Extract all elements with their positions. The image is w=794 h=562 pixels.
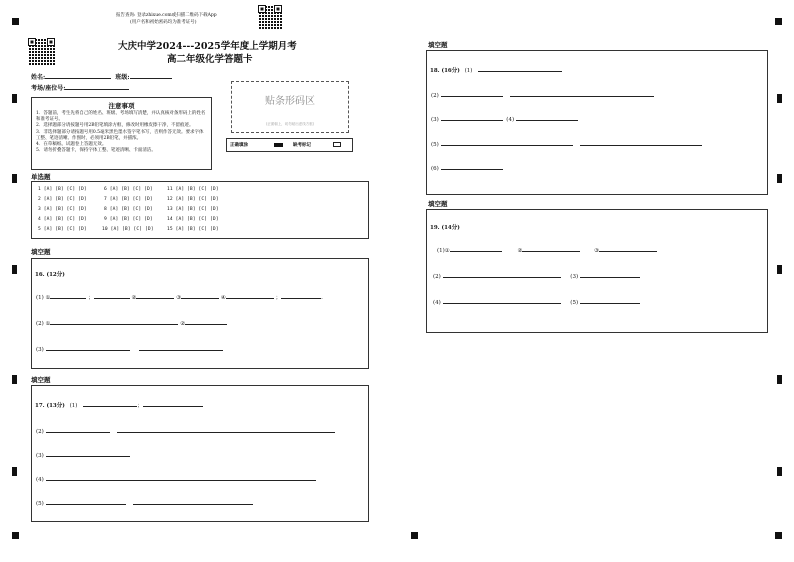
- q17-title: 17. (13分): [35, 403, 65, 409]
- corner-mark-top-right: [775, 18, 782, 25]
- q19-blank[interactable]: [580, 297, 640, 304]
- q16-blank[interactable]: [46, 344, 130, 351]
- q16-blank[interactable]: [136, 292, 174, 299]
- q18-line-1: [430, 65, 562, 74]
- q17-blank[interactable]: [46, 426, 110, 433]
- q18-num-4: (4): [506, 117, 515, 123]
- q16-blank[interactable]: [281, 292, 321, 299]
- mcq-option-row[interactable]: 2 [A] [B] [C] [D]: [38, 197, 87, 202]
- q19-line-1: [437, 245, 657, 254]
- q16-line-3: [36, 344, 223, 353]
- corner-mark-bottom-left: [12, 532, 19, 539]
- q16-blank[interactable]: [185, 318, 227, 325]
- correct-fill-sample: [274, 143, 283, 147]
- q18-line-5: [431, 139, 702, 148]
- q16-circle-2: ②: [131, 295, 137, 301]
- report-notice-line2: (用户名和初始密码均为准考证号): [130, 20, 197, 25]
- q18-num-5: (5): [431, 142, 439, 148]
- q17-num-2: (2): [36, 429, 44, 435]
- q19-blank[interactable]: [522, 245, 580, 252]
- q18-num-1: (1): [464, 68, 473, 74]
- fill-legend: [226, 138, 353, 152]
- q16-circle-2: ②: [180, 321, 186, 327]
- timing-mark: [12, 375, 17, 384]
- q18-blank[interactable]: [510, 90, 654, 97]
- timing-mark: [777, 467, 782, 476]
- mcq-option-row[interactable]: 3 [A] [B] [C] [D]: [38, 207, 87, 212]
- q17-line-5: [36, 498, 253, 507]
- q17-blank[interactable]: [143, 400, 203, 407]
- q17-line-2: [36, 426, 335, 435]
- name-label: 姓名:: [31, 74, 46, 81]
- q17-box: [31, 385, 369, 522]
- app-qr-code[interactable]: [258, 5, 282, 30]
- barcode-area[interactable]: [231, 81, 349, 133]
- q16-semicolon: ；: [275, 295, 282, 301]
- timing-mark: [12, 467, 17, 476]
- q18-line-2: [431, 90, 654, 99]
- absent-mark-box[interactable]: [333, 142, 341, 147]
- timing-mark: [777, 375, 782, 384]
- seat-label: 考场/座位号:: [31, 85, 66, 92]
- q19-circle-3: ③: [594, 248, 600, 254]
- q17-blank[interactable]: [46, 498, 126, 505]
- q19-box: [426, 209, 768, 333]
- q16-line-1: [36, 292, 323, 301]
- timing-mark: [777, 174, 782, 183]
- q17-blank[interactable]: [117, 426, 335, 433]
- student-name-row: [31, 72, 172, 81]
- q18-num-3: (3): [431, 117, 439, 123]
- notes-item: 3．非选择题部分请按题号用0.5毫米黑色墨水签字笔书写，否则作答无效。要求字体工整、笔迹清晰。作图时，必须用2B铅笔，并描浓。: [36, 129, 204, 141]
- corner-mark-bottom-right: [775, 532, 782, 539]
- q18-line-3: [431, 114, 578, 123]
- q18-blank[interactable]: [478, 65, 562, 72]
- timing-mark: [777, 94, 782, 103]
- q18-num-2: (2): [431, 93, 439, 99]
- q18-blank[interactable]: [516, 114, 578, 121]
- answer-sheet-title: 高二年级化学答题卡: [167, 54, 253, 65]
- q16-blank[interactable]: [139, 344, 223, 351]
- q17-line-3: [36, 450, 130, 459]
- absent-mark-label: 缺考标记: [293, 143, 311, 148]
- report-notice-line1: 报告查询: 登录zhixue.com或扫描二维码下载App: [116, 13, 217, 18]
- mcq-option-row[interactable]: 1 [A] [B] [C] [D]: [38, 187, 87, 192]
- q18-blank[interactable]: [441, 163, 503, 170]
- q17-line-1: [35, 400, 203, 409]
- barcode-title: 贴条形码区: [265, 96, 315, 107]
- q19-num-1: (1): [437, 248, 445, 254]
- q16-blank[interactable]: [50, 318, 178, 325]
- q16-line-2: [36, 318, 227, 327]
- mcq-option-row[interactable]: 4 [A] [B] [C] [D]: [38, 217, 87, 222]
- q19-num-4: (4): [433, 300, 441, 306]
- q16-blank[interactable]: [50, 292, 86, 299]
- seat-field[interactable]: [65, 83, 129, 90]
- mcq-option-row[interactable]: 6 [A] [B] [C] [D]: [104, 187, 153, 192]
- notes-item: 5．请勿折叠答题卡，保持字体工整、笔迹清晰、卡面清洁。: [36, 148, 156, 154]
- q17-num-5: (5): [36, 501, 44, 507]
- q18-blank[interactable]: [580, 139, 702, 146]
- q17-semicolon: ；: [137, 403, 143, 409]
- q17-num-1: (1): [69, 403, 78, 409]
- mcq-option-row[interactable]: 8 [A] [B] [C] [D]: [104, 207, 153, 212]
- timing-mark: [12, 94, 17, 103]
- mcq-option-row[interactable]: 11 [A] [B] [C] [D]: [167, 187, 219, 192]
- q19-blank[interactable]: [599, 245, 657, 252]
- q17-blank[interactable]: [83, 400, 137, 407]
- q18-num-6: (6): [431, 166, 439, 172]
- exam-title: 大庆中学2024---2025学年度上学期月考: [118, 41, 297, 52]
- mcq-option-row[interactable]: 9 [A] [B] [C] [D]: [104, 217, 153, 222]
- mcq-option-row[interactable]: 15 [A] [B] [C] [D]: [167, 227, 219, 232]
- q19-circle-1: ①: [444, 248, 450, 254]
- q19-num-5: (5): [570, 300, 579, 306]
- exam-qr-code: [28, 38, 55, 65]
- notes-item: 4．在草稿纸、试题卷上答题无效。: [36, 142, 107, 148]
- q19-line-4: [433, 297, 640, 306]
- q19-num-3: (3): [570, 274, 579, 280]
- q18-box: [426, 50, 768, 195]
- q19-line-2: [433, 271, 640, 280]
- q19-circle-2: ②: [517, 248, 523, 254]
- q18-line-6: [431, 163, 503, 172]
- class-label: 班级:: [115, 74, 130, 81]
- correct-fill-label: 正确填涂: [230, 143, 248, 148]
- seat-row: [31, 83, 129, 92]
- q16-blank[interactable]: [94, 292, 130, 299]
- q16-circle-4: ④: [220, 295, 226, 301]
- q19-title: 19. (14分): [430, 225, 460, 231]
- q19-section-label: 填空题: [428, 200, 448, 208]
- corner-mark-bottom-mid: [411, 532, 418, 539]
- notes-title: 注意事项: [108, 102, 135, 110]
- q19-blank[interactable]: [450, 245, 502, 252]
- notes-item: 2．选择题部分请按题号用2B铅笔填涂方框，修改时用橡皮擦干净，不留痕迹。: [36, 123, 194, 129]
- mcq-option-row[interactable]: 13 [A] [B] [C] [D]: [167, 207, 219, 212]
- barcode-subtitle: (正面朝上，切勿贴出虚线方框): [265, 122, 315, 126]
- q17-num-3: (3): [36, 453, 44, 459]
- mcq-section-label: 单选题: [31, 173, 51, 181]
- q17-num-4: (4): [36, 477, 44, 483]
- q19-blank[interactable]: [443, 271, 561, 278]
- q18-section-label: 填空题: [428, 41, 448, 49]
- q16-circle-1: ①: [45, 321, 51, 327]
- q17-section-label: 填空题: [31, 376, 51, 384]
- q19-num-2: (2): [433, 274, 441, 280]
- q17-blank[interactable]: [46, 474, 316, 481]
- q19-blank[interactable]: [443, 297, 561, 304]
- timing-mark: [12, 174, 17, 183]
- q16-semicolon: ；: [88, 295, 94, 301]
- notes-box: [31, 97, 212, 170]
- q16-box: [31, 258, 369, 369]
- notes-item: 1．答题前，考生先将自己的姓名、班级、考场填写清楚，并认真核对条形码上的姓名和准考证号。: [36, 111, 206, 123]
- corner-mark-top-left: [12, 18, 19, 25]
- mcq-option-row[interactable]: 12 [A] [B] [C] [D]: [167, 197, 219, 202]
- q18-blank[interactable]: [441, 90, 503, 97]
- timing-mark: [12, 265, 17, 274]
- q16-num-3: (3): [36, 347, 44, 353]
- q16-num-1: (1): [36, 295, 44, 301]
- q18-blank[interactable]: [441, 139, 573, 146]
- q16-num-2: (2): [36, 321, 44, 327]
- q18-title: 18. (16分): [430, 68, 460, 74]
- q16-blank[interactable]: [226, 292, 274, 299]
- q16-circle-3: ③: [176, 295, 182, 301]
- class-field[interactable]: [130, 72, 172, 79]
- mcq-option-row[interactable]: 10 [A] [B] [C] [D]: [102, 227, 154, 232]
- timing-mark: [777, 265, 782, 274]
- q18-blank[interactable]: [441, 114, 503, 121]
- mcq-option-row[interactable]: 5 [A] [B] [C] [D]: [38, 227, 87, 232]
- q16-title: 16. (12分): [35, 272, 65, 278]
- q19-blank[interactable]: [580, 271, 640, 278]
- q17-blank[interactable]: [133, 498, 253, 505]
- q17-line-4: [36, 474, 316, 483]
- q16-end-dot: .: [321, 295, 323, 301]
- q16-circle-1: ①: [45, 295, 51, 301]
- mcq-box: [31, 181, 369, 239]
- name-field[interactable]: [45, 72, 111, 79]
- q16-section-label: 填空题: [31, 248, 51, 256]
- q17-blank[interactable]: [46, 450, 130, 457]
- mcq-option-row[interactable]: 7 [A] [B] [C] [D]: [104, 197, 153, 202]
- q16-blank[interactable]: [181, 292, 219, 299]
- mcq-option-row[interactable]: 14 [A] [B] [C] [D]: [167, 217, 219, 222]
